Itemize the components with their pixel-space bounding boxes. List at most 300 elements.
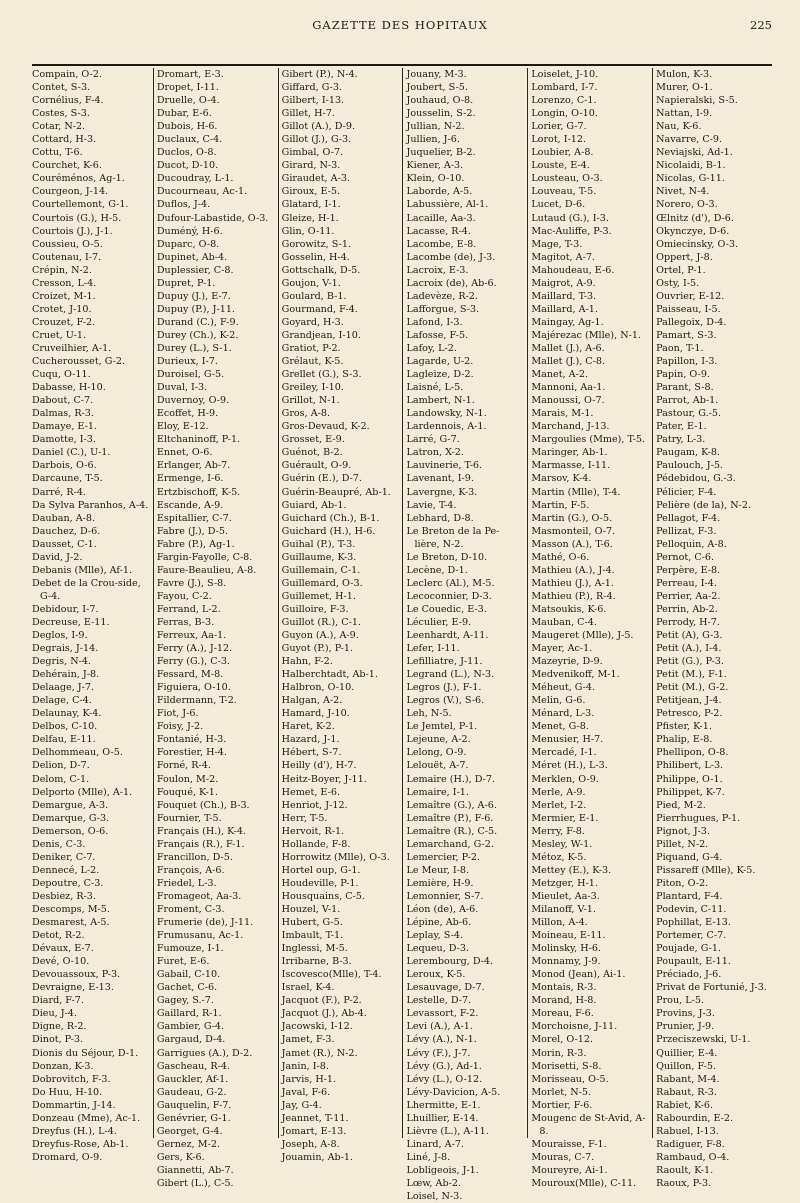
index-entry: Lutaud (G.), I-3. — [531, 212, 609, 224]
index-entry: Majérezac (Mlle), N-1. — [531, 329, 641, 341]
index-entry: Escande, A-9. — [156, 499, 224, 511]
index-entry: Le Breton de la Pe-lière, N-2. — [406, 525, 500, 550]
index-entry: Erlanger, Ab-7. — [156, 460, 231, 472]
index-entry: Cottu, T-6. — [32, 147, 83, 159]
index-entry: Greiley, I-10. — [281, 382, 344, 394]
index-entry: Neviajski, Ad-1. — [656, 147, 733, 159]
index-entry: Guillaume, K-3. — [281, 551, 357, 563]
index-entry: Gleize, H-1. — [281, 212, 339, 224]
index-entry: Jay, G-4. — [281, 1099, 322, 1111]
index-entry: Duflos, J-4. — [156, 199, 211, 211]
index-entry: Pellagot, F-4. — [656, 512, 721, 524]
index-entry: Pastour, G.-5. — [656, 408, 722, 420]
index-entry: Piquand, G-4. — [656, 851, 723, 863]
index-entry: Gibert (L.), C-5. — [156, 1177, 234, 1189]
index-entry: Furet, E-6. — [156, 956, 210, 968]
index-entry: Pallegoix, D-4. — [656, 316, 727, 328]
index-entry: Duroisel, G-5. — [156, 369, 225, 381]
index-entry: Phalip, E-8. — [656, 734, 713, 746]
index-entry: Mahoudeau, E-6. — [531, 264, 615, 276]
index-entry: Ferry (A.), J-12. — [156, 643, 233, 655]
index-entry: Depoutre, C-3. — [32, 877, 104, 889]
index-entry: Ecoffet, H-9. — [156, 408, 219, 420]
index-entry: Cruveilhier, A-1. — [32, 342, 112, 354]
index-entry: Druelle, O-4. — [156, 95, 220, 107]
index-column-2 — [153, 68, 278, 1189]
index-entry: Marais, M-1. — [531, 408, 594, 420]
index-entry: Francillon, D-5. — [156, 851, 233, 863]
index-entry: Degris, N-4. — [32, 656, 91, 668]
index-entry: Morel, O-12. — [531, 1034, 594, 1046]
index-entry: Goulard, B-1. — [281, 290, 347, 302]
index-entry: Lacasse, R-4. — [406, 225, 471, 237]
index-entry: Dionis du Séjour, D-1. — [32, 1047, 139, 1059]
index-entry: Leh, N-5. — [406, 708, 452, 720]
index-entry: Forestier, H-4. — [156, 747, 227, 759]
index-entry: Cornélius, F-4. — [32, 95, 104, 107]
index-entry: Dubar, E-6. — [156, 108, 212, 120]
index-entry: Mougenc de St-Avid, A-8. — [531, 1112, 646, 1137]
index-entry: Dévaux, E-7. — [32, 943, 94, 955]
index-entry: Dobrovitch, F-3. — [32, 1073, 111, 1085]
index-entry: Martin (G.), O-5. — [531, 512, 613, 524]
index-entry: Mazeyrie, D-9. — [531, 656, 603, 668]
index-entry: Rambaud, O-4. — [656, 1151, 730, 1163]
index-entry: Klein, O-10. — [406, 173, 465, 185]
index-entry: Duméný, H-6. — [156, 225, 223, 237]
index-entry: Philippe, O-1. — [656, 773, 723, 785]
index-entry: Molinsky, H-6. — [531, 943, 601, 955]
index-entry: Lefilliatre, J-11. — [406, 656, 483, 668]
index-entry: Cucherousset, G-2. — [32, 356, 126, 368]
index-entry: Gaillard, R-1. — [156, 1008, 222, 1020]
index-entry: Durey (Ch.), K-2. — [156, 329, 239, 341]
index-entry: Halbron, O-10. — [281, 682, 355, 694]
index-entry: Moureyre, Ai-1. — [531, 1164, 608, 1176]
index-entry: Leenhardt, A-11. — [406, 630, 489, 642]
index-entry: Leplay, S-4. — [406, 930, 464, 942]
index-entry: Lévy (F.), J-7. — [406, 1047, 471, 1059]
index-entry: Fontanié, H-3. — [156, 734, 227, 746]
index-entry: Lucet, D-6. — [531, 199, 586, 211]
index-entry: Maringer, Ab-1. — [531, 447, 608, 459]
index-entry: Rabourdin, E-2. — [656, 1112, 734, 1124]
index-entry: Costes, S-3. — [32, 108, 90, 120]
index-entry: Lemaître (G.), A-6. — [406, 799, 497, 811]
index-entry: Dropet, I-11. — [156, 82, 219, 94]
index-entry: Merry, F-8. — [531, 825, 585, 837]
index-entry: Guérault, O-9. — [281, 460, 352, 472]
index-entry: Rabiet, K-6. — [656, 1099, 714, 1111]
index-entry: Girard, N-3. — [281, 160, 341, 172]
index-entry: Lhuillier, E-14. — [406, 1112, 479, 1124]
index-entry: Devé, O-10. — [32, 956, 90, 968]
index-entry: Degrais, J-14. — [32, 643, 99, 655]
index-entry: Parrot, Ab-1. — [656, 395, 719, 407]
index-entry: Giannetti, Ab-7. — [156, 1164, 234, 1176]
index-entry: Joubert, S-5. — [406, 82, 468, 94]
index-entry: Menusier, H-7. — [531, 734, 604, 746]
index-entry: Quillier, E-4. — [656, 1047, 718, 1059]
index-entry: Foulon, M-2. — [156, 773, 219, 785]
index-entry: Metzger, H-1. — [531, 877, 598, 889]
index-entry: Duvernoy, O-9. — [156, 395, 230, 407]
index-entry: Papillon, I-3. — [656, 356, 718, 368]
index-entry: Duclaux, C-4. — [156, 134, 223, 146]
index-entry: David, J-2. — [32, 551, 83, 563]
index-entry: Petit (M.), G-2. — [656, 682, 729, 694]
index-entry: Marmasse, I-11. — [531, 460, 611, 472]
index-entry: Raoux, P-3. — [656, 1177, 712, 1189]
index-entry: Nivet, N-4. — [656, 186, 710, 198]
index-entry: Monnamy, J-9. — [531, 956, 601, 968]
index-entry: Demarque, G-3. — [32, 812, 110, 824]
index-entry: Merlet, I-2. — [531, 799, 587, 811]
index-entry: Lacombe, E-8. — [406, 238, 477, 250]
index-entry: Gabail, C-10. — [156, 969, 221, 981]
index-entry: Cottard, H-3. — [32, 134, 97, 146]
index-entry: Couréménos, Ag-1. — [32, 173, 125, 185]
index-entry: Fargin-Fayolle, C-8. — [156, 551, 253, 563]
index-entry: Da Sylva Paranhos, A-4. — [32, 499, 149, 511]
index-entry: Herr, T-5. — [281, 812, 328, 824]
index-entry: Lépine, Ab-6. — [406, 917, 472, 929]
index-entry: Moineau, E-11. — [531, 930, 606, 942]
index-entry: Mage, T-3. — [531, 238, 583, 250]
index-entry: Liné, J-8. — [406, 1151, 451, 1163]
index-entry: Delom, C-1. — [32, 773, 90, 785]
index-entry: Ladevèze, R-2. — [406, 290, 478, 302]
index-entry: Guiard, Ab-1. — [281, 499, 347, 511]
index-entry: Morin, R-3. — [531, 1047, 587, 1059]
index-entry: Genévrier, G-1. — [156, 1112, 231, 1124]
index-entry: Darbois, O-6. — [32, 460, 97, 472]
index-entry: Guichard (H.), H-6. — [281, 525, 376, 537]
index-entry: Menet, G-8. — [531, 721, 589, 733]
index-entry: Houzel, V-1. — [281, 904, 341, 915]
index-entry: Latron, X-2. — [406, 447, 464, 459]
index-entry: Legrand (L.), N-3. — [406, 669, 495, 681]
index-entry: Dupuy (J.), E-7. — [156, 290, 231, 302]
index-entry: Demerson, O-6. — [32, 825, 109, 837]
index-entry: Ennet, O-6. — [156, 447, 213, 459]
index-entry: Dauchez, D-6. — [32, 525, 101, 537]
index-entry: Heitz-Boyer, J-11. — [281, 773, 367, 785]
index-entry: Ortel, P-1. — [656, 264, 706, 276]
index-entry: Pissareff (Mlle), K-5. — [656, 864, 756, 876]
index-entry: Guyot (P.), P-1. — [281, 643, 354, 655]
index-entry: Murer, O-1. — [656, 82, 713, 94]
index-entry: Merklen, O-9. — [531, 773, 599, 785]
index-entry: Glatard, I-1. — [281, 199, 341, 211]
index-entry: Levassort, F-2. — [406, 1008, 479, 1020]
index-entry: Fournier, T-5. — [156, 812, 222, 824]
index-entry: Lobligeois, J-1. — [406, 1164, 479, 1176]
index-entry: Lemière, H-9. — [406, 877, 474, 889]
index-entry: Denneсé, L-2. — [32, 864, 100, 876]
index-column-6 — [652, 68, 777, 1189]
index-entry: Lafond, I-3. — [406, 316, 463, 328]
index-entry: Fabre (P.), Ag-1. — [156, 538, 235, 550]
index-entry: Jacquot (F.), P-2. — [281, 995, 362, 1007]
index-entry: Mettey (E.), K-3. — [531, 864, 612, 876]
index-entry: Parant, S-8. — [656, 382, 714, 394]
index-entry: Maillard, T-3. — [531, 290, 597, 302]
index-entry: Gillot (J.), G-3. — [281, 134, 352, 146]
index-entry: Manet, A-2. — [531, 369, 588, 381]
index-entry: Eloy, E-12. — [156, 421, 209, 433]
index-entry: Morand, H-8. — [531, 995, 597, 1007]
index-entry: Osty, I-5. — [656, 277, 700, 289]
index-entry: Hervoit, R-1. — [281, 825, 345, 837]
index-entry: Jullien, J-6. — [406, 134, 460, 146]
index-entry: Housquains, C-5. — [281, 890, 365, 902]
index-entry: Napieralski, S-5. — [656, 95, 738, 107]
index-entry: Courtois (G.), H-5. — [32, 212, 122, 224]
index-entry: Lafoy, L-2. — [406, 342, 457, 354]
index-entry: Moreau, F-6. — [531, 1008, 594, 1020]
index-entry: Mauban, C-4. — [531, 616, 597, 628]
index-entry: Métoz, K-5. — [531, 851, 587, 863]
index-entry: Perreau, I-4. — [656, 577, 717, 589]
index-entry: Mouroux(Mlle), C-11. — [531, 1177, 637, 1189]
index-entry: Imbault, T-1. — [281, 930, 344, 942]
index-entry: Pied, M-2. — [656, 799, 706, 811]
index-entry: Prunier, J-9. — [656, 1021, 715, 1033]
index-entry: Nattan, I-9. — [656, 108, 713, 120]
index-entry: Fessard, M-8. — [156, 669, 224, 681]
index-entry: Froment, C-3. — [156, 904, 225, 915]
index-entry: Inglessi, M-5. — [281, 943, 348, 955]
index-entry: Debet de la Crou-side, G-4. — [32, 577, 141, 602]
index-entry: Durand (C.), F-9. — [156, 316, 239, 328]
index-entry: Lévy (G.), Ad-1. — [406, 1060, 482, 1072]
index-entry: François, A-6. — [156, 864, 225, 876]
index-entry: Le Couedic, E-3. — [406, 603, 487, 615]
index-entry: Rabaut, R-3. — [656, 1086, 717, 1098]
index-entry: Leroux, K-5. — [406, 969, 466, 981]
index-entry: Dausset, C-1. — [32, 538, 97, 550]
index-entry: Delaunay, K-4. — [32, 708, 102, 720]
index-entry: Israel, K-4. — [281, 982, 335, 994]
index-entry: Lemaire (H.), D-7. — [406, 773, 495, 785]
index-entry: Ferras, B-3. — [156, 616, 215, 628]
index-entry: Pfister, K-1. — [656, 721, 712, 733]
index-entry: Goyard, H-3. — [281, 316, 344, 328]
index-entry: Donzeau (Mme), Ac-1. — [32, 1112, 141, 1124]
index-entry: Petit (G.), P-3. — [656, 656, 724, 668]
index-entry: Hubert, G-5. — [281, 917, 343, 929]
index-entry: Pélicier, F-4. — [656, 486, 717, 498]
index-entry: Mathieu (A.), J-4. — [531, 564, 615, 576]
index-entry: Lœw, Ab-2. — [406, 1177, 461, 1189]
index-entry: Mouraisse, F-1. — [531, 1138, 607, 1150]
index-entry: Gers, K-6. — [156, 1151, 205, 1163]
index-entry: Ferreux, Aa-1. — [156, 630, 227, 642]
index-entry: Gillot (A.), D-9. — [281, 121, 356, 133]
index-entry: Pierrhugues, P-1. — [656, 812, 741, 824]
index-entry: Figuiera, O-10. — [156, 682, 231, 694]
index-entry: Mercadé, I-1. — [531, 747, 597, 759]
index-entry: Darcaune, T-5. — [32, 473, 103, 485]
index-entry: Henriot, J-12. — [281, 799, 348, 811]
index-entry: Paon, T-1. — [656, 342, 704, 354]
index-entry: Nicolas, G-11. — [656, 173, 725, 185]
index-entry: Ertzbischoff, K-5. — [156, 486, 241, 498]
index-entry: Duval, I-3. — [156, 382, 208, 394]
index-entry: Magitot, A-7. — [531, 251, 595, 263]
index-entry: Maingay, Ag-1. — [531, 316, 604, 328]
index-entry: Guérin-Beaupré, Ab-1. — [281, 486, 391, 498]
index-entry: Gratiot, P-2. — [281, 342, 341, 354]
index-entry: Irribarne, B-3. — [281, 956, 352, 968]
index-entry: Dreyfus (H.), L-4. — [32, 1125, 117, 1137]
index-entry: Papin, O-9. — [656, 369, 710, 381]
index-entry: Courchet, K-6. — [32, 160, 102, 172]
index-entry: Georget, G-4. — [156, 1125, 223, 1137]
index-entry: Gibert (P.), N-4. — [281, 69, 358, 80]
index-column-3 — [278, 68, 403, 1163]
index-entry: Lafosse, F-5. — [406, 329, 469, 341]
index-entry: Decreuse, E-11. — [32, 616, 110, 628]
index-entry: Dreyfus-Rose, Ab-1. — [32, 1138, 129, 1150]
index-entry: Omiecinsky, O-3. — [656, 238, 739, 250]
index-entry: Gimbal, O-7. — [281, 147, 344, 159]
index-entry: Pillet, N-2. — [656, 838, 709, 850]
index-entry: Fildermann, T-2. — [156, 695, 237, 707]
index-entry: Pelloquin, A-8. — [656, 538, 727, 550]
index-entry: Phellipon, O-8. — [656, 747, 729, 759]
index-entry: Legros (V.), S-6. — [406, 695, 485, 707]
index-entry: Lhermitte, E-1. — [406, 1099, 481, 1111]
index-entry: Duplessier, C-8. — [156, 264, 234, 276]
index-entry: Lagarde, U-2. — [406, 356, 474, 368]
index-entry: Préciado, J-6. — [656, 969, 722, 981]
index-entry: Dinot, P-3. — [32, 1034, 83, 1046]
index-entry: Haret, K-2. — [281, 721, 335, 733]
index-entry: Jouhaud, O-8. — [406, 95, 474, 107]
index-entry: Juquelier, B-2. — [406, 147, 476, 159]
index-entry: Petit (A), G-3. — [656, 630, 723, 642]
index-entry: Lecène, D-1. — [406, 564, 468, 576]
index-entry: Léon (de), A-6. — [406, 904, 479, 915]
index-entry: Daniel (C.), U-1. — [32, 447, 111, 459]
index-entry: Courgeon, J-14. — [32, 186, 109, 198]
index-column-4 — [402, 68, 527, 1203]
index-entry: Pophillat, E-13. — [656, 917, 731, 929]
index-entry: Laborde, A-5. — [406, 186, 473, 198]
index-entry: Dauban, A-8. — [32, 512, 96, 524]
index-entry: Javal, F-6. — [281, 1086, 331, 1098]
index-entry: Guénot, B-2. — [281, 447, 343, 459]
index-entry: Horrowitz (Mlle), O-3. — [281, 851, 390, 863]
index-entry: Delfau, E-11. — [32, 734, 96, 746]
index-entry: Coussieu, O-5. — [32, 238, 103, 250]
index-entry: Mallet (J.), C-8. — [531, 356, 606, 368]
index-entry: Crotet, J-10. — [32, 303, 92, 315]
index-entry: Loubier, A-8. — [531, 147, 594, 159]
index-entry: Pater, E-1. — [656, 421, 707, 433]
index-column-1 — [32, 68, 153, 1163]
index-entry: Delaage, J-7. — [32, 682, 95, 694]
index-entry: Gillet, H-7. — [281, 108, 335, 120]
index-entry: Eltchaninoff, P-1. — [156, 434, 241, 446]
index-entry: Œlnitz (d'), D-6. — [656, 212, 734, 224]
index-entry: Gascheau, R-4. — [156, 1060, 230, 1072]
index-entry: Provins, J-3. — [656, 1008, 715, 1020]
index-entry: Hortel oup, G-1. — [281, 864, 361, 876]
index-entry: Manoussi, O-7. — [531, 395, 605, 407]
index-entry: Maillard, A-1. — [531, 303, 598, 315]
index-entry: Dromart, E-3. — [156, 69, 224, 80]
index-entry: Detot, R-2. — [32, 930, 85, 942]
index-entry: Prou, L-5. — [656, 995, 705, 1007]
index-entry: Gourmand, F-4. — [281, 303, 358, 315]
index-entry: Lousteau, O-3. — [531, 173, 603, 185]
index-entry: Portemer, C-7. — [656, 930, 727, 942]
index-entry: Poupault, E-11. — [656, 956, 731, 968]
index-entry: Lafforgue, S-3. — [406, 303, 480, 315]
index-entry: Hamard, J-10. — [281, 708, 350, 720]
index-entry: Melin, G-6. — [531, 695, 586, 707]
index-entry: Morchoisne, J-11. — [531, 1021, 618, 1033]
index-entry: Fayou, C-2. — [156, 590, 212, 602]
index-entry: Louste, E-4. — [531, 160, 590, 172]
index-entry: Plantard, F-4. — [656, 890, 723, 902]
index-entry: Raoult, K-1. — [656, 1164, 714, 1176]
index-entry: Rabant, M-4. — [656, 1073, 720, 1085]
index-entry: Lévy (A.), N-1. — [406, 1034, 477, 1046]
index-entry: Damaye, E-1. — [32, 421, 98, 433]
index-entry: Descomps, M-5. — [32, 904, 110, 915]
index-entry: Grélaut, K-5. — [281, 356, 344, 368]
index-entry: Milanoff, V-1. — [531, 904, 596, 915]
index-entry: Guérin (E.), D-7. — [281, 473, 362, 485]
index-entry: Oppert, J-8. — [656, 251, 713, 263]
index-entry: Ferry (G.), C-3. — [156, 656, 230, 668]
index-entry: Lacaille, Aa-3. — [406, 212, 476, 224]
index-entry: Guillot (R.), C-1. — [281, 616, 361, 628]
index-entry: Lemonnier, S-7. — [406, 890, 484, 902]
index-entry: Lambert, N-1. — [406, 395, 475, 407]
index-entry: Lejeune, A-2. — [406, 734, 471, 746]
index-entry: Lombard, I-7. — [531, 82, 598, 94]
index-entry: Lelouët, A-7. — [406, 760, 469, 772]
index-entry: Foisy, J-2. — [156, 721, 204, 733]
index-entry: Lebhard, D-8. — [406, 512, 474, 524]
index-entry: Dupret, P-1. — [156, 277, 216, 289]
index-entry: Monod (Jean), Ai-1. — [531, 969, 626, 981]
index-entry: Jouany, M-3. — [406, 69, 467, 80]
index-entry: Léculier, E-9. — [406, 616, 472, 628]
index-entry: Mannoni, Aa-1. — [531, 382, 606, 394]
index-entry: Crépin, N-2. — [32, 264, 92, 276]
index-entry: Deglos, I-9. — [32, 630, 88, 642]
index-entry: Nicolaidi, B-1. — [656, 160, 726, 172]
index-entry: Darré, R-4. — [32, 486, 86, 498]
page-header — [28, 18, 772, 38]
index-entry: Dabout, C-7. — [32, 395, 94, 407]
index-entry: Piton, O-2. — [656, 877, 709, 889]
index-entry: Cruet, U-1. — [32, 329, 87, 341]
index-entry: Guillemet, H-1. — [281, 590, 356, 602]
index-entry: Gottschalk, D-5. — [281, 264, 361, 276]
index-entry: Mac-Auliffe, P-3. — [531, 225, 612, 237]
index-column-5 — [527, 68, 652, 1189]
index-entry: Perrin, Ab-2. — [656, 603, 718, 615]
index-entry: Petit (M.), F-1. — [656, 669, 727, 681]
index-entry: Hahn, F-2. — [281, 656, 333, 668]
